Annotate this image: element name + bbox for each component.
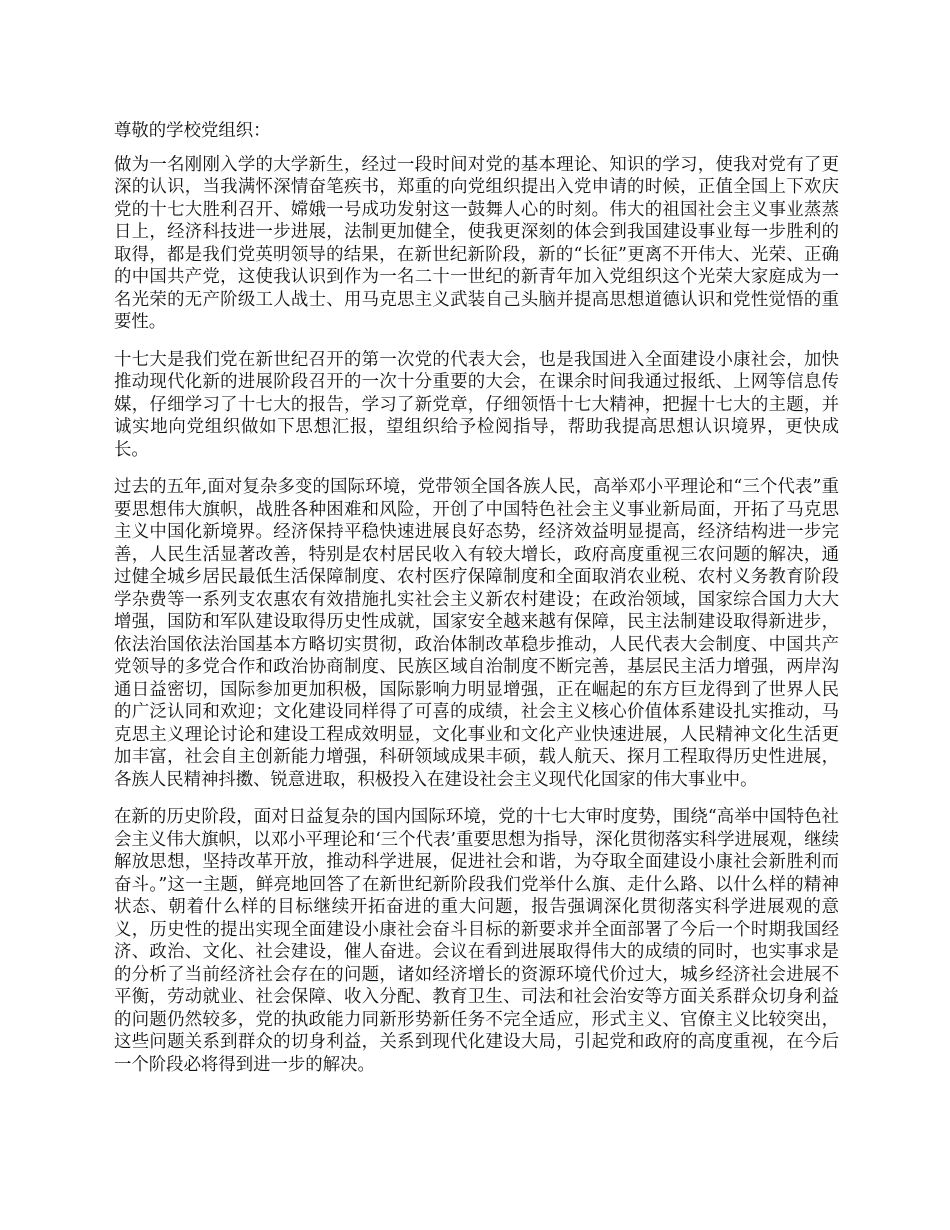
salutation: 尊敬的学校党组织：: [114, 121, 271, 141]
paragraph-4: 在新的历史阶段，面对日益复杂的国内国际环境，党的十七大审时度势，围绕“高举中国特色社会主义伟大旗帜，以邓小平理论和‘三个代表’重要思想为指导，深化贯彻落实科学进展观，继续解放思想，坚持改革开放，推动科学进展，促进社会和谐，为夺取全面建设小康社会新胜利而奋斗。”这一主题，鲜亮地回答了在新世纪新阶段我们党举什么旗、走什么路、以什么样的精神状态、朝着什么样的目标继续开拓奋进的重大问题，报告强调深化贯彻落实科学进展观的意义，历史性的提出实现全面建设小康社会奋斗目标的新要求并全面部署了今后一个时期我国经济、政治、文化、社会建设，催人奋进。会议在看到进展取得伟大的成绩的同时，也实事求是的分析了当前经济社会存在的问题，诸如经济增长的资源环境代价过大，城乡经济社会进展不平衡，劳动就业、社会保障、收入分配、教育卫生、司法和社会治安等方面关系群众切身利益的问题仍然较多，党的执政能力同新形势新任务不完全适应，形式主义、官僚主义比较突出，这些问题关系到群众的切身利益，关系到现代化建设大局，引起党和政府的高度重视，在今后一个阶段必将得到进一步的解决。: [114, 807, 839, 1075]
document-body: [114, 120, 839, 1091]
paragraph-3: 过去的五年,面对复杂多变的国际环境，党带领全国各族人民，高举邓小平理论和“三个代表”重要思想伟大旗帜，战胜各种困难和风险，开创了中国特色社会主义事业新局面，开拓了马克思主义中国化新境界。经济保持平稳快速进展良好态势，经济效益明显提高，经济结构进一步完善，人民生活显著改善，特别是农村居民收入有较大增长，政府高度重视三农问题的解决，通过健全城乡居民最低生活保障制度、农村医疗保障制度和全面取消农业税、农村义务教育阶段学杂费等一系列支农惠农有效措施扎实社会主义新农村建设；在政治领域，国家综合国力大大增强，国防和军队建设取得历史性成就，国家安全越来越有保障，民主法制建设取得新进步，依法治国依法治国基本方略切实贯彻，政治体制改革稳步推动，人民代表大会制度、中国共产党领导的多党合作和政治协商制度、民族区域自治制度不断完善，基层民主活力增强，两岸沟通日益密切，国际参加更加积极，国际影响力明显增强，正在崛起的东方巨龙得到了世界人民的广泛认同和欢迎；文化建设同样得了可喜的成绩，社会主义核心价值体系建设扎实推动，马克思主义理论讨论和建设工程成效明显，文化事业和文化产业快速进展，人民精神文化生活更加丰富，社会自主创新能力增强，科研领域成果丰硕，载人航天、探月工程取得历史性进展，各族人民精神抖擞、锐意进取，积极投入在建设社会主义现代化国家的伟大事业中。: [114, 477, 839, 790]
paragraph-2: 十七大是我们党在新世纪召开的第一次党的代表大会，也是我国进入全面建设小康社会，加快推动现代化新的进展阶段召开的一次十分重要的大会，在课余时间我通过报纸、上网等信息传媒，仔细学习了十七大的报告，学习了新党章，仔细领悟十七大精神，把握十七大的主题，并诚实地向党组织做如下思想汇报，望组织给予检阅指导，帮助我提高思想认识境界，更快成长。: [114, 349, 839, 460]
paragraph-1: 做为一名刚刚入学的大学新生，经过一段时间对党的基本理论、知识的学习，使我对党有了更深的认识，当我满怀深情奋笔疾书，郑重的向党组织提出入党申请的时候，正值全国上下欢庆党的十七大胜利召开、嫦娥一号成功发射这一鼓舞人心的时刻。伟大的祖国社会主义事业蒸蒸日上，经济科技进一步进展，法制更加健全，使我更深刻的体会到我国建设事业每一步胜利的取得，都是我们党英明领导的结果，在新世纪新阶段，新的“长征”更离不开伟大、光荣、正确的中国共产党，这使我认识到作为一名二十一世纪的新青年加入党组织这个光荣大家庭成为一名光荣的无产阶级工人战士、用马克思主义武装自己头脑并提高思想道德认识和党性觉悟的重要性。: [114, 154, 839, 332]
